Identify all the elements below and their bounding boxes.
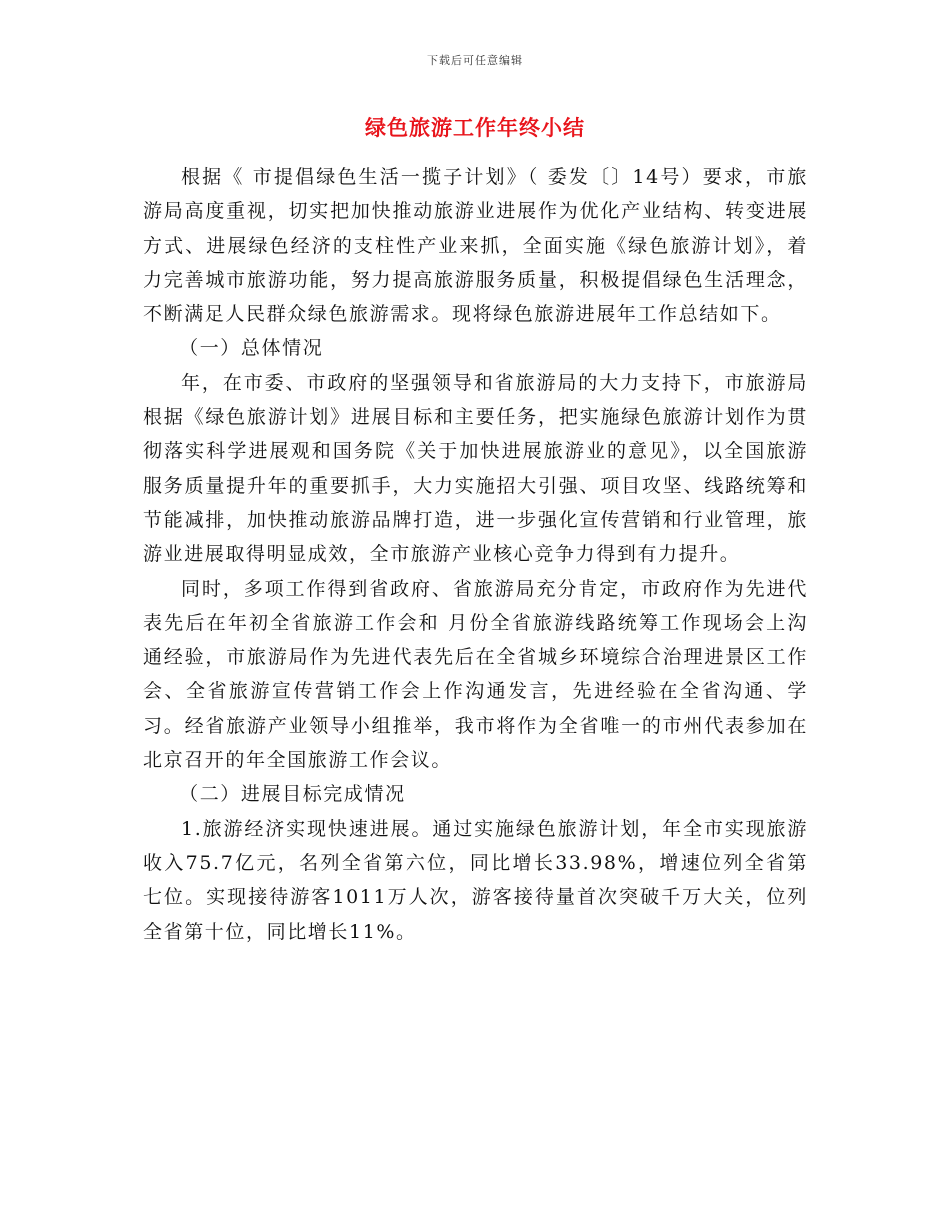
- document-body: [143, 160, 808, 949]
- goals-paragraph-1: 1.旅游经济实现快速进展。通过实施绿色旅游计划，年全市实现旅游收入75.7亿元，名列全省第六位，同比增长33.98%，增速位列全省第七位。实现接待游客1011万人次，游客接待量首次突破千万大关，位列全省第十位，同比增长11%。: [143, 817, 808, 943]
- overview-paragraph-2: 同时，多项工作得到省政府、省旅游局充分肯定，市政府作为先进代表先后在年初全省旅游工作会和 月份全省旅游线路统筹工作现场会上沟通经验，市旅游局作为先进代表先后在全省城乡环境综合治理进景区工作会、全省旅游宣传营销工作会上作沟通发言，先进经验在全省沟通、学习。经省旅游产业领导小组推举，我市将作为全省唯一的市州代表参加在北京召开的年全国旅游工作会议。: [143, 577, 808, 772]
- intro-paragraph: 根据《 市提倡绿色生活一揽子计划》（ 委发〔〕14号）要求，市旅游局高度重视，切实把加快推动旅游业进展作为优化产业结构、转变进展方式、进展绿色经济的支柱性产业来抓，全面实施《绿色旅游计划》，着力完善城市旅游功能，努力提高旅游服务质量，积极提倡绿色生活理念，不断满足人民群众绿色旅游需求。现将绿色旅游进展年工作总结如下。: [143, 166, 808, 326]
- section-heading-goals: （二）进展目标完成情况: [179, 783, 406, 806]
- page-header-note: 下载后可任意编辑: [427, 54, 523, 67]
- document-title: 绿色旅游工作年终小结: [365, 115, 585, 140]
- overview-paragraph-1: 年，在市委、市政府的坚强领导和省旅游局的大力支持下，市旅游局根据《绿色旅游计划》进展目标和主要任务，把实施绿色旅游计划作为贯彻落实科学进展观和国务院《关于加快进展旅游业的意见》，以全国旅游服务质量提升年的重要抓手，大力实施招大引强、项目攻坚、线路统筹和节能减排，加快推动旅游品牌打造，进一步强化宣传营销和行业管理，旅游业进展取得明显成效，全市旅游产业核心竞争力得到有力提升。: [143, 371, 808, 566]
- section-heading-overview: （一）总体情况: [179, 337, 324, 360]
